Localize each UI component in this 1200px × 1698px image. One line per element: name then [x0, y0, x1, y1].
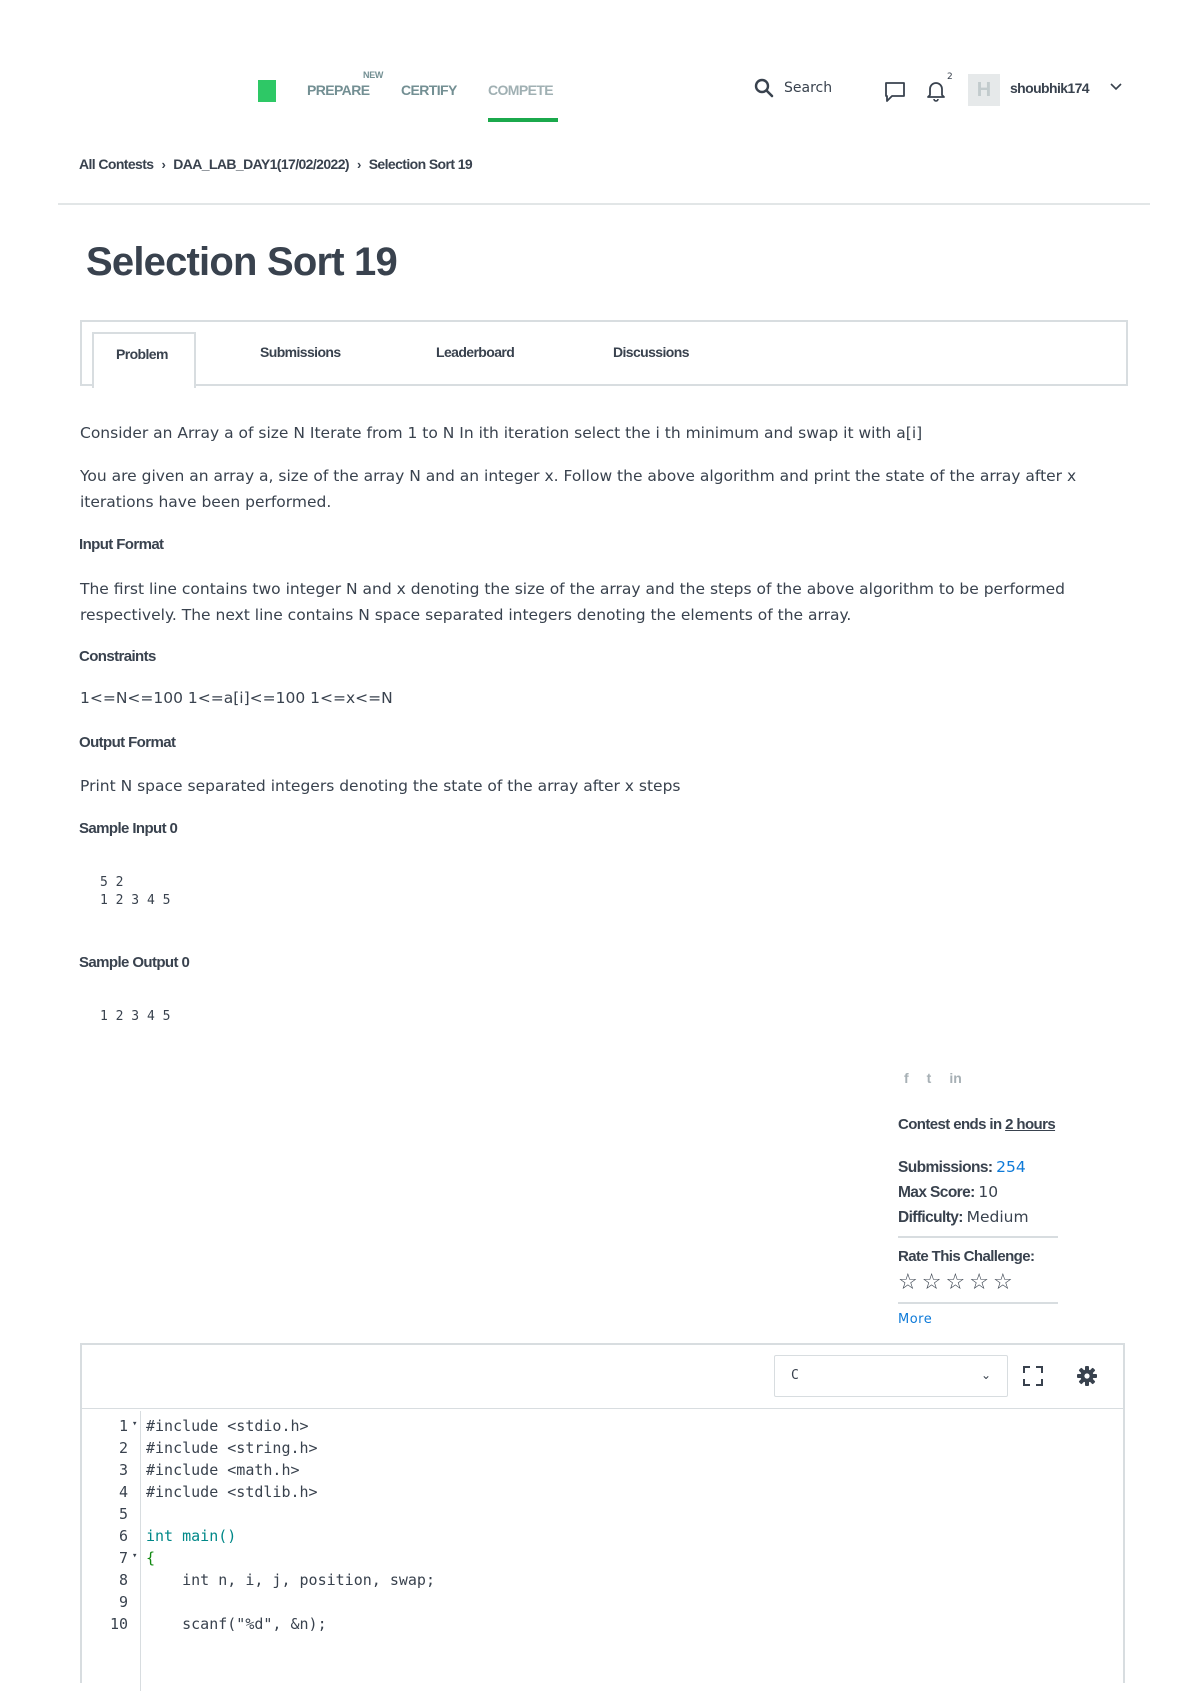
social-share: [904, 1070, 962, 1086]
difficulty-stat: [898, 1208, 1029, 1227]
chevron-down-icon: ⌄: [980, 1368, 991, 1382]
code-line: [82, 1505, 1123, 1527]
max-score-stat: [898, 1183, 998, 1202]
tab-problem[interactable]: [92, 332, 196, 388]
code-text: #include <string.h>: [146, 1439, 318, 1457]
breadcrumb-current: Selection Sort 19: [368, 156, 473, 172]
output-format-text: Print N space separated integers denoting the state of the array after x steps: [80, 777, 681, 795]
language-select[interactable]: [774, 1355, 1008, 1397]
nav-certify[interactable]: CERTIFY: [401, 82, 457, 98]
line-number: 7: [118, 1549, 128, 1567]
chevron-right-icon: ›: [161, 156, 166, 172]
bell-icon: [926, 80, 946, 102]
tab-submissions[interactable]: Submissions: [260, 344, 341, 360]
code-text: int n, i, j, position, swap;: [146, 1571, 435, 1589]
line-number: 1: [118, 1417, 128, 1435]
submissions-stat: [898, 1158, 1026, 1177]
tab-leaderboard[interactable]: Leaderboard: [436, 344, 515, 360]
difficulty-value: Medium: [966, 1208, 1029, 1226]
input-format-text: The first line contains two integer N and x denoting the size of the array and the steps of the above algorithm to be performed respectively. The next line contains N space separated integers denoting the elements of the array.: [80, 580, 1065, 624]
code-text: #include <stdio.h>: [146, 1417, 309, 1435]
nav-compete[interactable]: COMPETE: [488, 82, 554, 98]
breadcrumb-contest[interactable]: DAA_LAB_DAY1(17/02/2022): [173, 156, 349, 172]
code-text: {: [146, 1549, 156, 1567]
max-score-value: 10: [978, 1183, 999, 1201]
line-number: 10: [109, 1615, 128, 1633]
line-number: 8: [118, 1571, 128, 1589]
challenge-tabs: [80, 320, 1128, 386]
fold-arrow-icon[interactable]: ▾: [132, 1419, 138, 1429]
star-icon[interactable]: ☆: [969, 1270, 989, 1295]
code-line: [82, 1615, 1123, 1637]
nav-active-indicator: [488, 118, 558, 122]
notifications-button[interactable]: [926, 80, 946, 106]
contest-ends-value[interactable]: 2 hours: [1005, 1116, 1056, 1133]
code-text: int main(): [146, 1527, 237, 1545]
submissions-count[interactable]: 254: [996, 1158, 1026, 1176]
sidebar-divider: [898, 1236, 1058, 1238]
twitter-icon[interactable]: t: [926, 1070, 932, 1086]
code-text: scanf("%d", &n);: [146, 1615, 327, 1633]
messages-button[interactable]: [884, 81, 906, 107]
search-icon: [754, 78, 774, 98]
code-line: [82, 1439, 1123, 1461]
page-title: Selection Sort 19: [86, 240, 397, 284]
language-value: C: [791, 1368, 799, 1383]
line-number: 2: [118, 1439, 128, 1457]
tab-discussions[interactable]: Discussions: [613, 344, 689, 360]
contest-ends: [898, 1116, 1055, 1133]
star-icon[interactable]: ☆: [945, 1270, 966, 1295]
star-icon[interactable]: ☆: [921, 1270, 942, 1295]
chevron-right-icon: ›: [356, 156, 361, 172]
top-navigation: [0, 0, 1200, 130]
problem-intro: Consider an Array a of size N Iterate from 1 to N In ith iteration select the i th minimum and swap it with a[i]: [80, 424, 923, 442]
line-number: 9: [118, 1593, 128, 1611]
sidebar-divider: [898, 1302, 1058, 1304]
code-line: [82, 1461, 1123, 1483]
code-text: #include <math.h>: [146, 1461, 300, 1479]
username[interactable]: shoubhik174: [1010, 80, 1089, 96]
output-format-heading: Output Format: [79, 734, 176, 751]
chat-icon: [884, 81, 906, 103]
avatar[interactable]: H: [968, 74, 1000, 106]
facebook-icon[interactable]: f: [904, 1070, 909, 1086]
sample-input-block: 5 2 1 2 3 4 5: [100, 875, 171, 908]
search-button[interactable]: [754, 78, 832, 98]
line-number: 4: [118, 1483, 128, 1501]
submissions-label: Submissions:: [898, 1159, 993, 1176]
more-link[interactable]: More: [898, 1312, 933, 1327]
rating-stars: [898, 1270, 1013, 1295]
notification-count: 2: [947, 72, 953, 82]
line-number: 3: [118, 1461, 128, 1479]
code-line: [82, 1417, 1123, 1439]
select-separator: [962, 1362, 963, 1392]
code-text: #include <stdlib.h>: [146, 1483, 318, 1501]
line-number: 5: [118, 1505, 128, 1523]
editor-toolbar: [82, 1345, 1123, 1409]
max-score-label: Max Score:: [898, 1184, 975, 1201]
difficulty-label: Difficulty:: [898, 1209, 963, 1226]
nav-prepare[interactable]: PREPARE: [307, 82, 370, 98]
star-icon[interactable]: ☆: [992, 1270, 1013, 1295]
new-badge: NEW: [363, 70, 384, 80]
code-area[interactable]: [82, 1411, 1123, 1691]
sample-output-heading: Sample Output 0: [79, 954, 190, 971]
search-label: Search: [784, 80, 833, 96]
code-line: [82, 1593, 1123, 1615]
contest-ends-label: Contest ends in: [898, 1116, 1006, 1133]
constraints-heading: Constraints: [79, 648, 156, 665]
chevron-down-icon[interactable]: [1110, 82, 1122, 92]
sample-input-heading: Sample Input 0: [79, 820, 178, 837]
gear-icon[interactable]: [1076, 1365, 1098, 1387]
input-format-heading: Input Format: [79, 536, 164, 553]
constraints-text: 1<=N<=100 1<=a[i]<=100 1<=x<=N: [80, 689, 393, 707]
code-line: [82, 1571, 1123, 1593]
code-line: [82, 1549, 1123, 1571]
hackerrank-logo[interactable]: [258, 80, 276, 102]
linkedin-icon[interactable]: in: [949, 1070, 962, 1086]
code-line: [82, 1483, 1123, 1505]
breadcrumb-all-contests[interactable]: All Contests: [79, 156, 154, 172]
problem-task: You are given an array a, size of the array N and an integer x. Follow the above algorithm and print the state of the array after x iterations have been performed.: [80, 467, 1077, 511]
tab-problem-label: Problem: [116, 346, 168, 362]
code-line: [82, 1527, 1123, 1549]
breadcrumb: [79, 156, 472, 172]
sample-output-block: 1 2 3 4 5: [100, 1009, 171, 1024]
line-number: 6: [118, 1527, 128, 1545]
star-icon[interactable]: ☆: [898, 1270, 918, 1295]
fold-arrow-icon[interactable]: ▾: [132, 1551, 138, 1561]
header-divider: [58, 203, 1150, 205]
rate-challenge-label: Rate This Challenge:: [898, 1248, 1035, 1265]
code-editor: [80, 1343, 1125, 1683]
fullscreen-icon[interactable]: [1022, 1365, 1044, 1387]
